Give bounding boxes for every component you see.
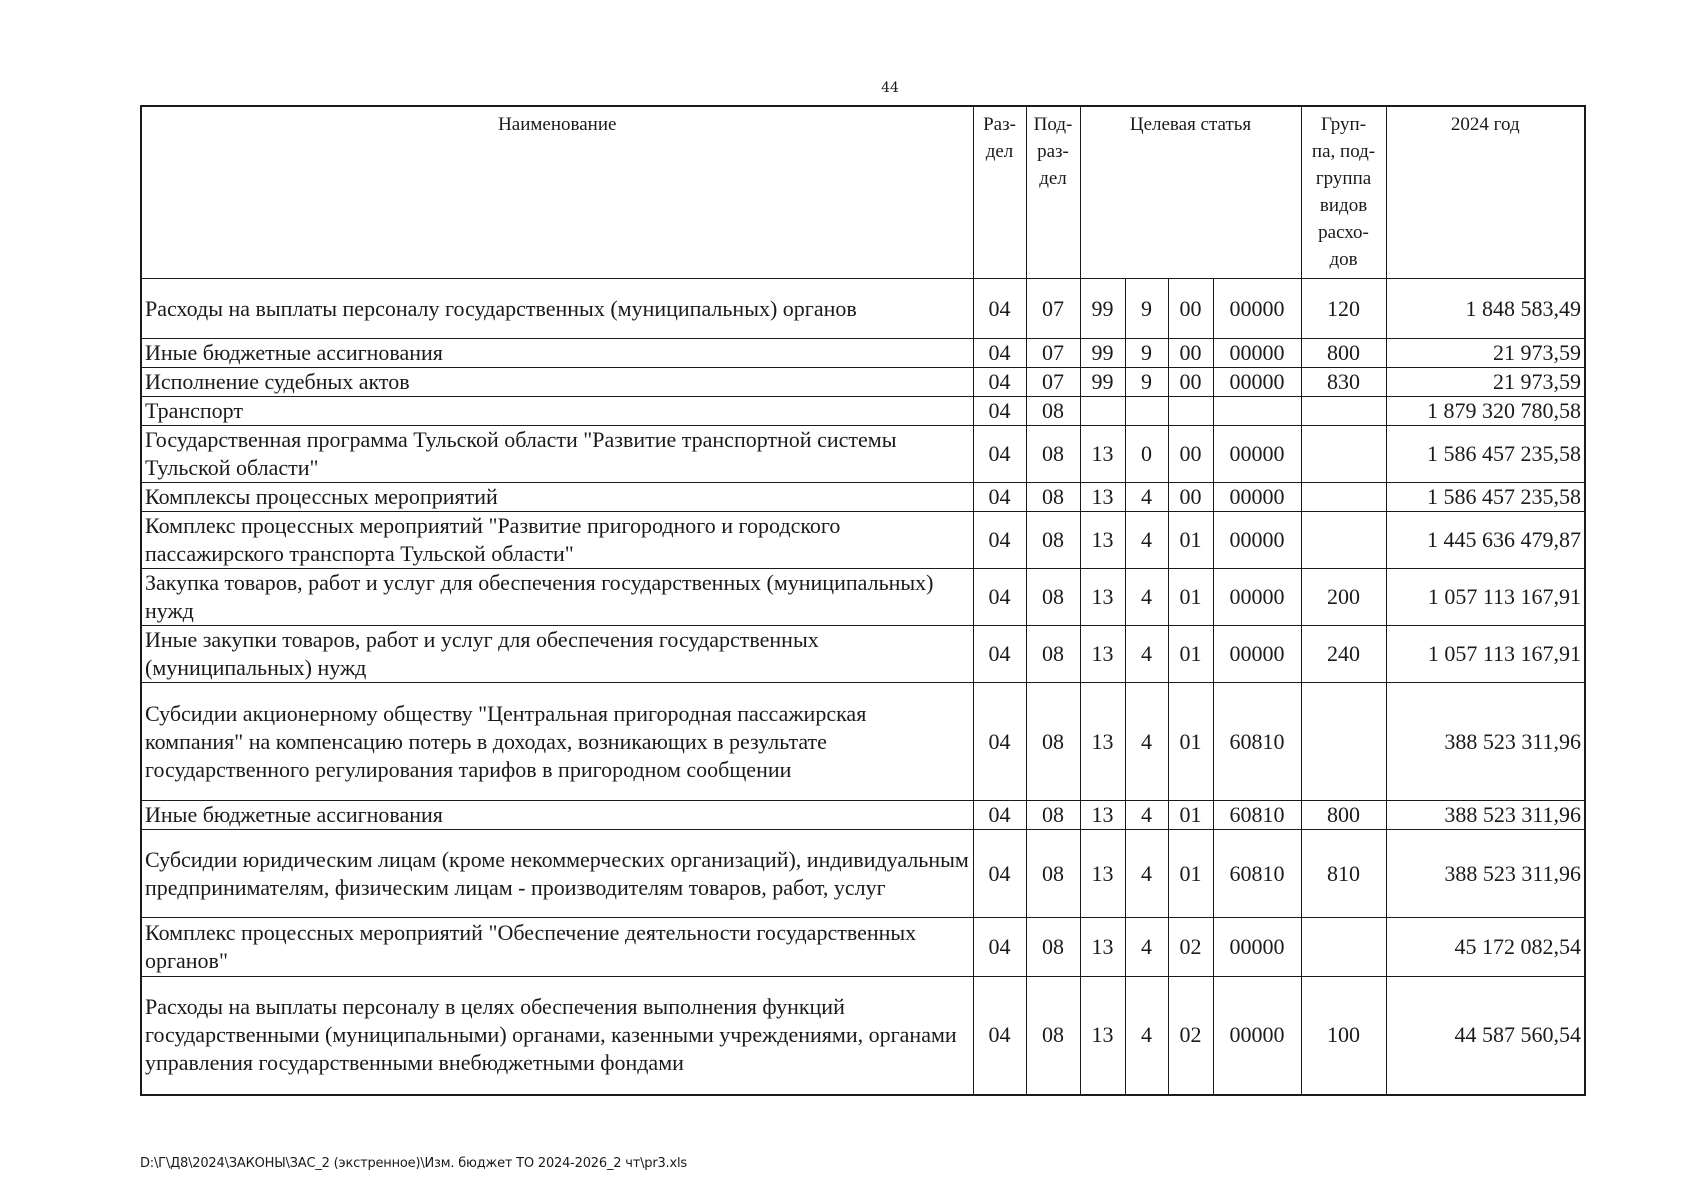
row-target-program: 13 xyxy=(1080,918,1125,977)
row-name: Транспорт xyxy=(141,397,973,426)
row-amount: 1 848 583,49 xyxy=(1386,279,1585,339)
header-name: Наименование xyxy=(141,106,973,279)
row-expense-group: 830 xyxy=(1301,368,1386,397)
row-name: Иные закупки товаров, работ и услуг для обеспечения государственных (муниципальных) нужд xyxy=(141,626,973,683)
table-row xyxy=(141,512,1585,569)
row-section: 04 xyxy=(973,977,1026,1095)
row-subsection: 08 xyxy=(1026,918,1080,977)
table-row xyxy=(141,918,1585,977)
row-target-type: 0 xyxy=(1125,426,1168,483)
row-target-direction: 00000 xyxy=(1213,483,1301,512)
row-expense-group: 120 xyxy=(1301,279,1386,339)
row-target-subprogram: 01 xyxy=(1168,830,1213,918)
row-expense-group xyxy=(1301,483,1386,512)
row-amount: 388 523 311,96 xyxy=(1386,830,1585,918)
row-amount: 1 879 320 780,58 xyxy=(1386,397,1585,426)
budget-table xyxy=(140,105,1586,1096)
row-target-subprogram: 00 xyxy=(1168,483,1213,512)
row-amount: 1 057 113 167,91 xyxy=(1386,569,1585,626)
row-target-subprogram: 00 xyxy=(1168,279,1213,339)
row-expense-group xyxy=(1301,426,1386,483)
row-target-program: 13 xyxy=(1080,512,1125,569)
table-row xyxy=(141,830,1585,918)
row-section: 04 xyxy=(973,426,1026,483)
row-amount: 1 586 457 235,58 xyxy=(1386,483,1585,512)
row-target-direction: 60810 xyxy=(1213,801,1301,830)
header-subsection: Под- раз- дел xyxy=(1026,106,1080,279)
row-target-program: 13 xyxy=(1080,830,1125,918)
row-expense-group: 100 xyxy=(1301,977,1386,1095)
table-row xyxy=(141,368,1585,397)
row-section: 04 xyxy=(973,279,1026,339)
row-target-type: 4 xyxy=(1125,483,1168,512)
row-target-program: 99 xyxy=(1080,279,1125,339)
row-subsection: 08 xyxy=(1026,977,1080,1095)
row-target-subprogram: 01 xyxy=(1168,626,1213,683)
row-subsection: 07 xyxy=(1026,339,1080,368)
row-target-program: 13 xyxy=(1080,426,1125,483)
row-target-type: 4 xyxy=(1125,512,1168,569)
row-target-direction: 00000 xyxy=(1213,918,1301,977)
page-number: 44 xyxy=(881,80,899,96)
row-target-type: 9 xyxy=(1125,368,1168,397)
row-name: Комплексы процессных мероприятий xyxy=(141,483,973,512)
row-name: Комплекс процессных мероприятий "Развитие пригородного и городского пассажирского транспорта Тульской области" xyxy=(141,512,973,569)
table-row xyxy=(141,977,1585,1095)
row-subsection: 08 xyxy=(1026,801,1080,830)
row-subsection: 08 xyxy=(1026,626,1080,683)
row-subsection: 08 xyxy=(1026,426,1080,483)
table-row xyxy=(141,279,1585,339)
row-expense-group: 800 xyxy=(1301,801,1386,830)
row-amount: 1 057 113 167,91 xyxy=(1386,626,1585,683)
row-name: Исполнение судебных актов xyxy=(141,368,973,397)
row-target-direction: 00000 xyxy=(1213,512,1301,569)
row-target-program: 13 xyxy=(1080,683,1125,801)
row-target-program: 13 xyxy=(1080,801,1125,830)
row-section: 04 xyxy=(973,801,1026,830)
row-subsection: 08 xyxy=(1026,483,1080,512)
header-expense-group: Груп- па, под- группа видов расхо- дов xyxy=(1301,106,1386,279)
row-section: 04 xyxy=(973,569,1026,626)
row-subsection: 08 xyxy=(1026,397,1080,426)
row-subsection: 07 xyxy=(1026,368,1080,397)
row-subsection: 08 xyxy=(1026,569,1080,626)
row-name: Государственная программа Тульской области "Развитие транспортной системы Тульской области" xyxy=(141,426,973,483)
row-target-subprogram: 02 xyxy=(1168,918,1213,977)
row-name: Субсидии юридическим лицам (кроме некоммерческих организаций), индивидуальным предпринимателям, физическим лицам - производителям товаров, работ, услуг xyxy=(141,830,973,918)
row-target-program: 13 xyxy=(1080,569,1125,626)
row-amount: 1 445 636 479,87 xyxy=(1386,512,1585,569)
file-path-footer: D:\Г\Д8\2024\ЗАКОНЫ\ЗАС_2 (экстренное)\Изм. бюджет ТО 2024-2026_2 чт\pr3.xls xyxy=(140,1156,687,1171)
table-row xyxy=(141,426,1585,483)
row-name: Субсидии акционерному обществу "Центральная пригородная пассажирская компания" на компенсацию потерь в доходах, возникающих в результате государственного регулирования тарифов в пригородном сообщении xyxy=(141,683,973,801)
row-target-subprogram: 01 xyxy=(1168,569,1213,626)
row-target-type: 4 xyxy=(1125,977,1168,1095)
row-name: Расходы на выплаты персоналу в целях обеспечения выполнения функций государственными (муниципальными) органами, казенными учреждениями, органами управления государственными внебюджетными фондами xyxy=(141,977,973,1095)
row-target-program xyxy=(1080,397,1125,426)
row-target-type: 4 xyxy=(1125,683,1168,801)
row-expense-group xyxy=(1301,397,1386,426)
table-row xyxy=(141,339,1585,368)
row-subsection: 08 xyxy=(1026,830,1080,918)
row-target-type: 4 xyxy=(1125,626,1168,683)
row-expense-group: 240 xyxy=(1301,626,1386,683)
table-row xyxy=(141,483,1585,512)
row-amount: 388 523 311,96 xyxy=(1386,683,1585,801)
row-target-direction: 00000 xyxy=(1213,426,1301,483)
row-name: Закупка товаров, работ и услуг для обеспечения государственных (муниципальных) нужд xyxy=(141,569,973,626)
row-expense-group xyxy=(1301,683,1386,801)
row-target-subprogram xyxy=(1168,397,1213,426)
row-target-direction: 00000 xyxy=(1213,279,1301,339)
row-target-type: 9 xyxy=(1125,339,1168,368)
row-target-subprogram: 01 xyxy=(1168,683,1213,801)
row-target-subprogram: 02 xyxy=(1168,977,1213,1095)
row-target-direction xyxy=(1213,397,1301,426)
row-expense-group: 810 xyxy=(1301,830,1386,918)
row-target-direction: 00000 xyxy=(1213,977,1301,1095)
row-target-direction: 00000 xyxy=(1213,626,1301,683)
header-section: Раз- дел xyxy=(973,106,1026,279)
row-amount: 1 586 457 235,58 xyxy=(1386,426,1585,483)
table-row xyxy=(141,626,1585,683)
row-expense-group: 800 xyxy=(1301,339,1386,368)
row-target-program: 13 xyxy=(1080,626,1125,683)
row-target-type: 4 xyxy=(1125,801,1168,830)
row-name: Иные бюджетные ассигнования xyxy=(141,339,973,368)
row-target-type: 4 xyxy=(1125,830,1168,918)
row-section: 04 xyxy=(973,397,1026,426)
row-target-subprogram: 01 xyxy=(1168,512,1213,569)
row-subsection: 07 xyxy=(1026,279,1080,339)
row-target-direction: 60810 xyxy=(1213,683,1301,801)
header-target-article: Целевая статья xyxy=(1080,106,1301,279)
row-target-subprogram: 00 xyxy=(1168,339,1213,368)
row-target-subprogram: 00 xyxy=(1168,368,1213,397)
row-target-type xyxy=(1125,397,1168,426)
row-target-subprogram: 00 xyxy=(1168,426,1213,483)
row-amount: 388 523 311,96 xyxy=(1386,801,1585,830)
row-target-type: 4 xyxy=(1125,918,1168,977)
row-expense-group xyxy=(1301,512,1386,569)
header-year: 2024 год xyxy=(1386,106,1585,279)
row-section: 04 xyxy=(973,918,1026,977)
row-target-type: 4 xyxy=(1125,569,1168,626)
row-expense-group: 200 xyxy=(1301,569,1386,626)
row-amount: 44 587 560,54 xyxy=(1386,977,1585,1095)
row-subsection: 08 xyxy=(1026,683,1080,801)
row-target-direction: 00000 xyxy=(1213,569,1301,626)
row-subsection: 08 xyxy=(1026,512,1080,569)
row-name: Комплекс процессных мероприятий "Обеспечение деятельности государственных органов" xyxy=(141,918,973,977)
row-target-subprogram: 01 xyxy=(1168,801,1213,830)
row-name: Расходы на выплаты персоналу государственных (муниципальных) органов xyxy=(141,279,973,339)
table-row xyxy=(141,397,1585,426)
row-target-type: 9 xyxy=(1125,279,1168,339)
row-target-direction: 00000 xyxy=(1213,339,1301,368)
row-section: 04 xyxy=(973,683,1026,801)
row-target-program: 13 xyxy=(1080,977,1125,1095)
row-target-program: 99 xyxy=(1080,368,1125,397)
row-amount: 21 973,59 xyxy=(1386,339,1585,368)
row-section: 04 xyxy=(973,830,1026,918)
row-section: 04 xyxy=(973,626,1026,683)
table-row xyxy=(141,569,1585,626)
table-row xyxy=(141,801,1585,830)
table-header-row xyxy=(141,106,1585,279)
row-section: 04 xyxy=(973,339,1026,368)
row-amount: 45 172 082,54 xyxy=(1386,918,1585,977)
row-section: 04 xyxy=(973,368,1026,397)
row-target-program: 13 xyxy=(1080,483,1125,512)
row-expense-group xyxy=(1301,918,1386,977)
row-target-program: 99 xyxy=(1080,339,1125,368)
row-target-direction: 60810 xyxy=(1213,830,1301,918)
row-amount: 21 973,59 xyxy=(1386,368,1585,397)
table-row xyxy=(141,683,1585,801)
row-section: 04 xyxy=(973,512,1026,569)
row-name: Иные бюджетные ассигнования xyxy=(141,801,973,830)
row-section: 04 xyxy=(973,483,1026,512)
row-target-direction: 00000 xyxy=(1213,368,1301,397)
